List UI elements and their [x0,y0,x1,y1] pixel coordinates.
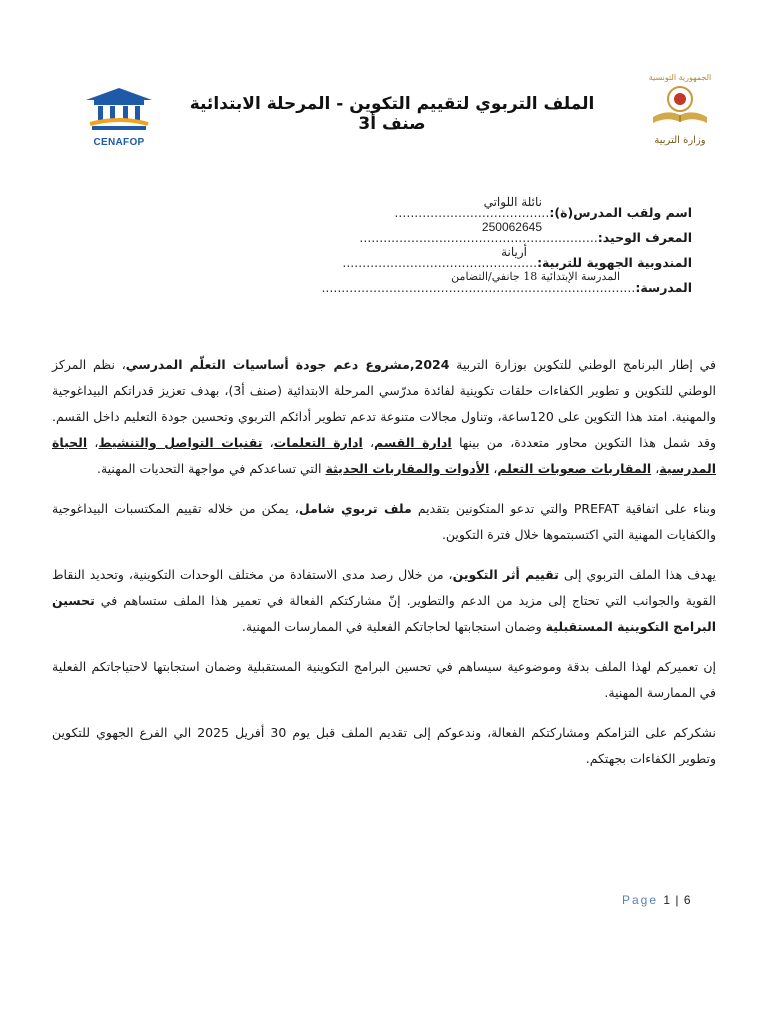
field-label: المعرف الوحيد: [597,230,692,245]
paragraph-objective [52,562,716,640]
page-total: 6 [683,893,691,907]
field-label: المندوبية الجهوية للتربية: [537,255,692,270]
text-run: التي تساعدكم في مواجهة التحديات المهنية. [96,461,326,476]
text-run: ، نظم المركز الوطني للتكوين و تطوير الكفاءات حلقات تكوينية لفائدة مدرّسي المرحلة الابتدائية (صنف أ3)، بهدف تعزيز قدراتكم البيداغوجية والمهنية. امتد هذا التكوين على 120ساعة، وتناول مجالات متنوعة تدعم تطوير أدائكم التربوي وتحسين جودة التعليم داخل القسم. وقد شمل هذا التكوين محاور متعددة، من بينها [52,357,717,450]
cenafop-logo [80,86,158,150]
text-run-bold: تقييم أثر التكوين [452,567,559,582]
document-body [52,352,716,786]
paragraph-prefat [52,496,716,548]
text-run-underlined: تقنيات التواصل والتنشيط [98,435,263,450]
text-run: ، [489,461,498,476]
field-label: المدرسة: [635,280,692,295]
field-value: المدرسة الإبتدائية 18 جانفي/التضامن [451,270,620,283]
text-run: ، [87,435,99,450]
page-title: الملف التربوي لتقييم التكوين - المرحلة الابتدائية صنف أ3 [189,94,595,134]
teacher-name-field: اسم ولقب المدرس(ة):....................................... نائلة اللواتي [394,195,692,220]
text-run: ، [651,461,660,476]
text-run-bold: 2024,مشروع دعم جودة أساسيات التعلّم المدرسي [125,357,450,372]
page-number [622,893,691,907]
cenafop-logo-icon [80,86,158,132]
unique-id-field: المعرف الوحيد:............................................................ 250062645 [359,220,692,245]
text-run: ، [362,435,375,450]
ministry-top-text: الجمهورية التونسية [648,73,712,82]
text-run-underlined: ادارة التعلمات [273,435,363,450]
text-run-bold: تحسين البرامج التكوينية المستقبلية [52,593,716,634]
text-run-underlined: الحياة المدرسية [52,435,716,476]
text-run: ، [262,435,274,450]
text-run: يهدف هذا الملف التربوي إلى [558,567,716,582]
page-label: Page [622,893,659,907]
field-value: 250062645 [481,220,542,234]
page-separator: | [675,893,679,907]
paragraph-thanks: نشكركم على التزامكم ومشاركتكم الفعالة، وندعوكم إلى تقديم الملف قبل يوم 30 أفريل 2025 الي الفرع الجهوي للتكوين وتطوير الكفاءات بجهتكم. [52,725,716,766]
paragraph-accuracy: إن تعميركم لهذا الملف بدقة وموضوعية سيساهم في تحسين البرامج التكوينية المستقبلية وضمان استجابتها لاحتياجاتكم الفعلية في الممارسة المهنية. [52,659,716,700]
teacher-info-fields [321,195,692,305]
field-label: اسم ولقب المدرس(ة): [549,205,692,220]
regional-directorate-field: المندوبية الجهوية للتربية:................................................. أريانة [342,245,692,270]
page-current: 1 [663,893,671,907]
school-field: المدرسة:............................................................................... المدرسة الإبتدائية 18 جانفي/التضامن [321,270,692,295]
text-run-underlined: المقاربات صعوبات التعلم [497,461,652,476]
text-run: في إطار البرنامج الوطني للتكوين بوزارة التربية [449,357,716,372]
text-run-underlined: الأدوات والمقاربات الحديثة [325,461,490,476]
ministry-logo [630,72,730,152]
text-run-underlined: ادارة القسم [374,435,452,450]
paragraph-intro [52,352,716,482]
text-run: وضمان استجابتها لحاجاتكم الفعلية في الممارسات المهنية. [241,619,546,634]
text-run: ، يمكن من خلاله تقييم المكتسبات البيداغوجية والكفايات المهنية التي اكتسبتموها خلال فترة التكوين. [52,501,716,542]
field-value: نائلة اللواتي [483,195,542,209]
text-run-bold: ملف تربوي شامل [298,501,412,516]
ministry-emblem-icon [645,83,715,129]
ministry-name: وزارة التربية [654,135,706,146]
text-run: وبناء على اتفاقية PREFAT والتي تدعو المتكونين بتقديم [411,501,716,516]
field-value: أريانة [501,245,527,259]
cenafop-label: CENAFOP [93,137,145,148]
text-run: ، من خلال رصد مدى الاستفادة من مختلف الوحدات التكوينية، وتحديد النقاط القوية والجوانب التي تحتاج إلى مزيد من الدعم والتطوير. إنّ مشاركتكم الفعالة في تعمير هذا الملف ستساهم في [52,567,716,608]
document-header [40,72,730,162]
